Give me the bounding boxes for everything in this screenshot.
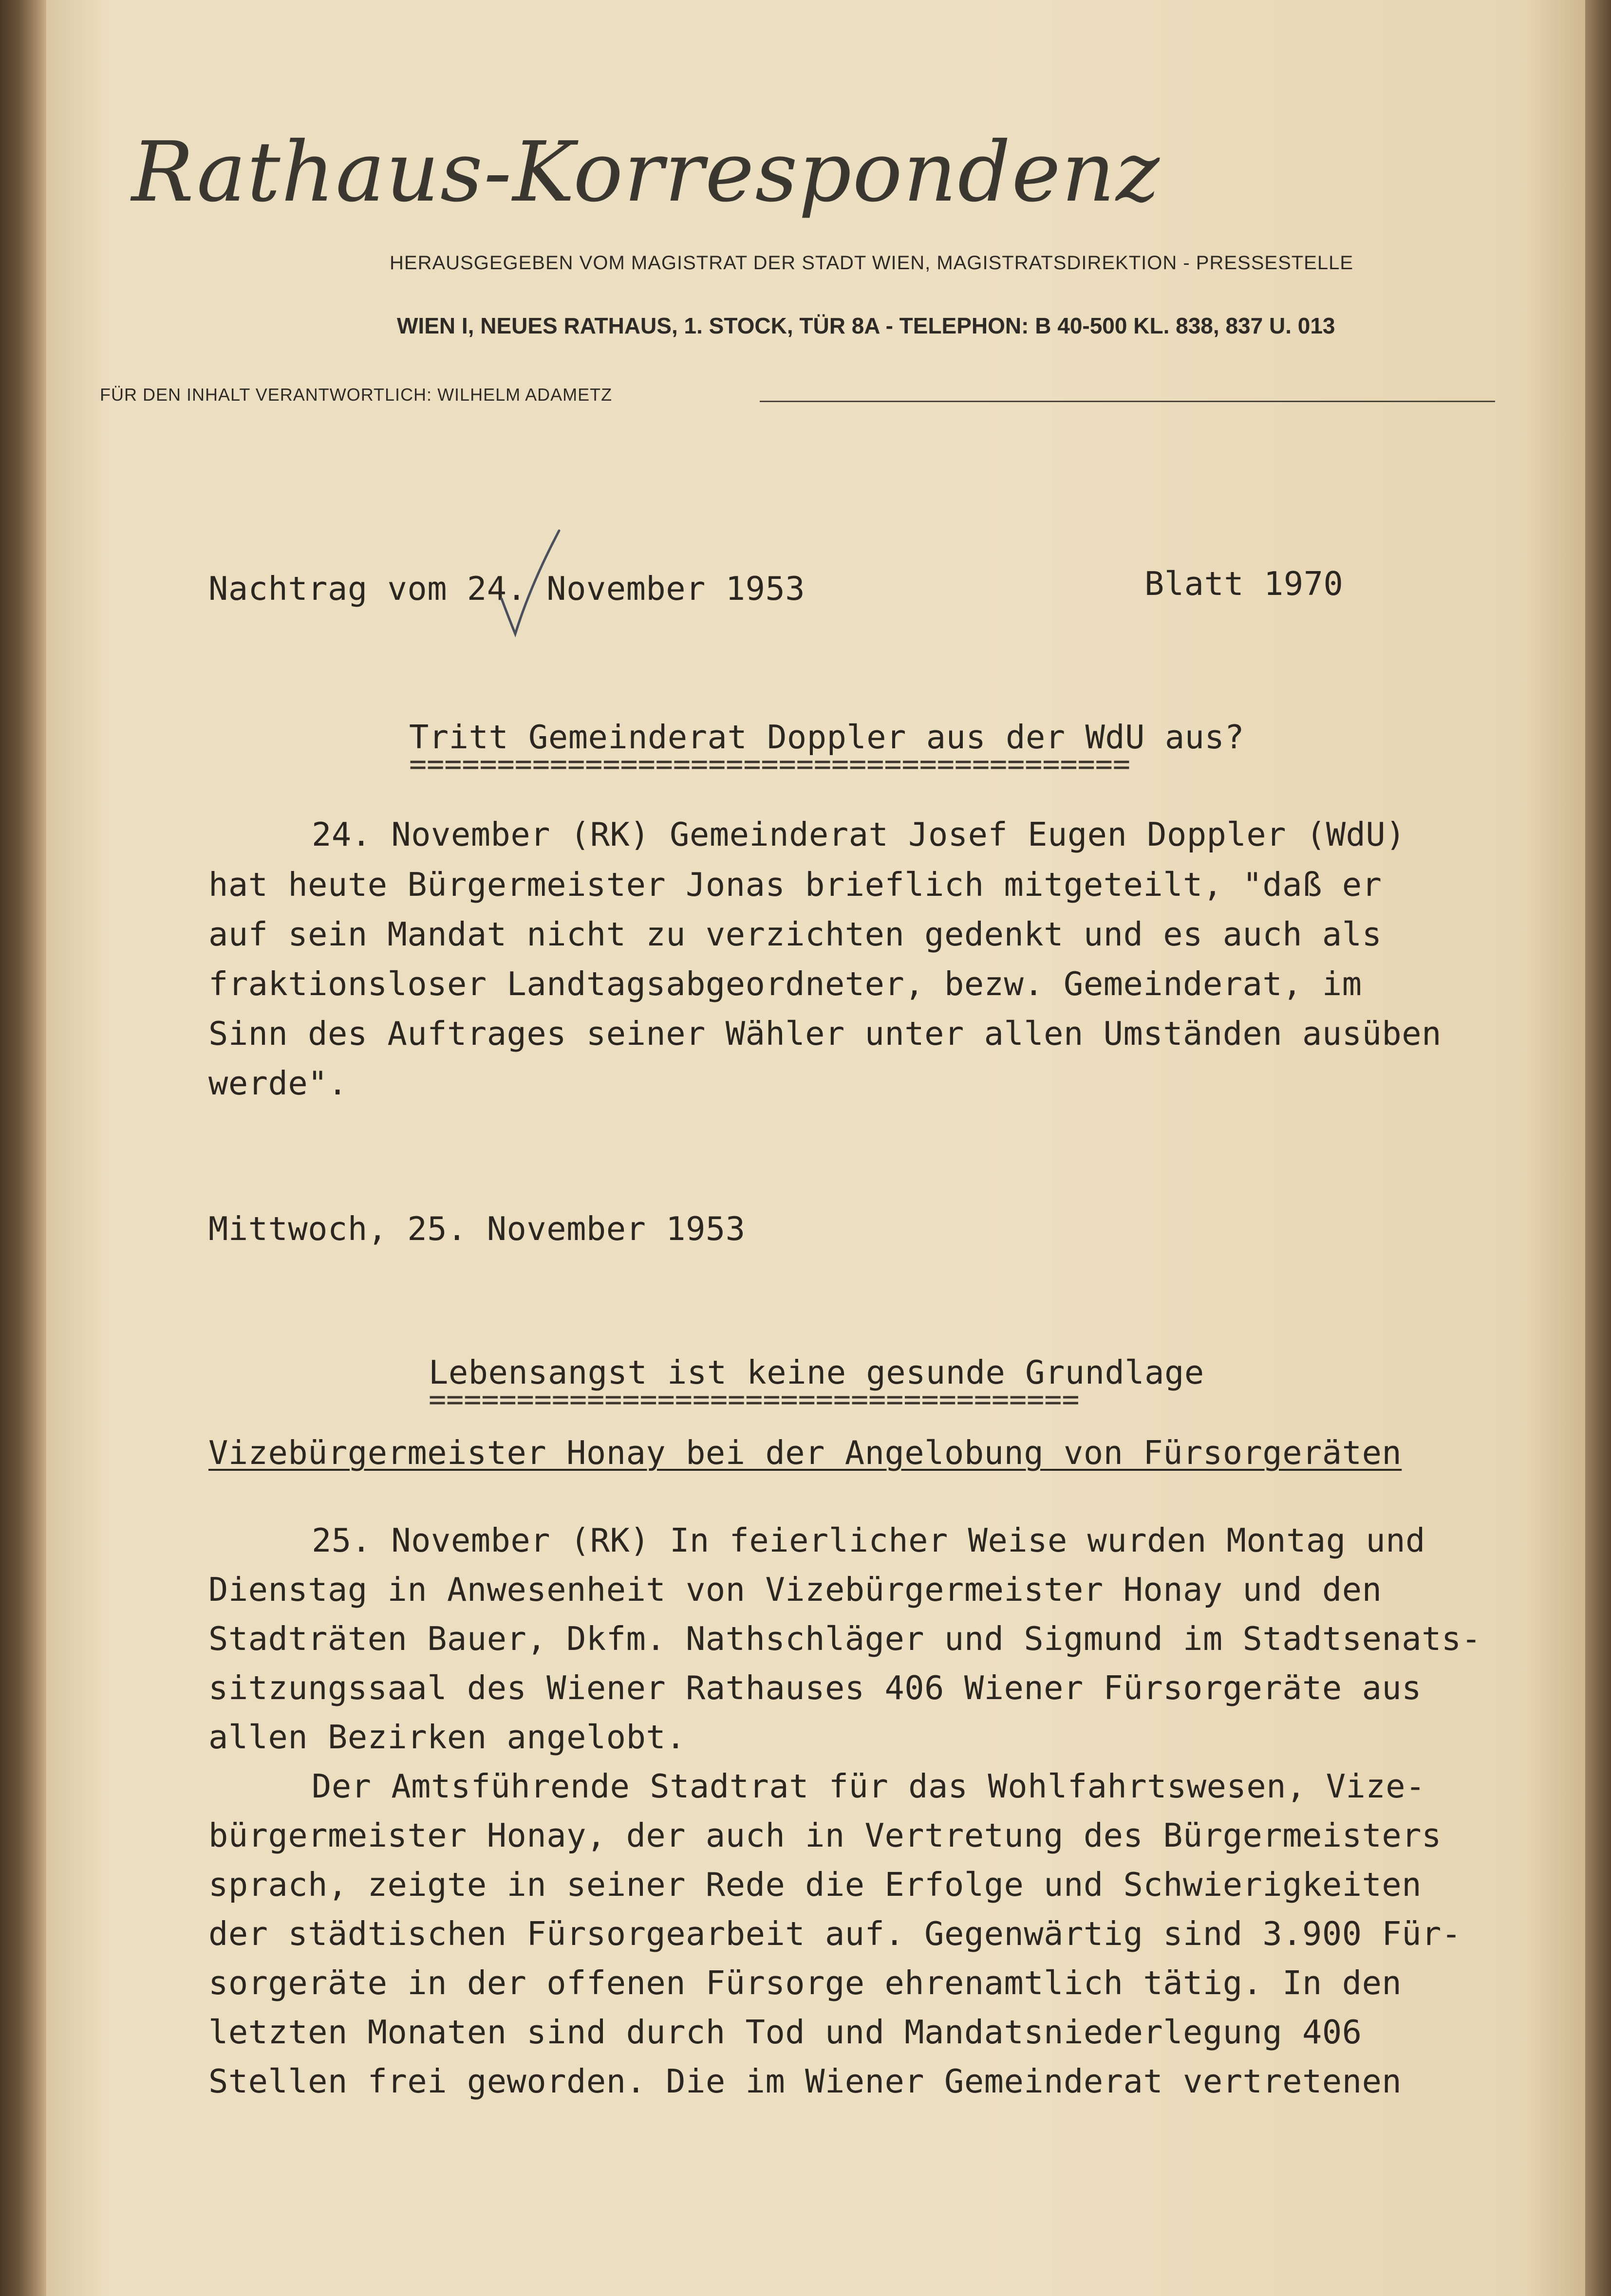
article1-line-1: 24. November (RK) Gemeinderat Josef Eugen Doppler (WdU) bbox=[312, 815, 1406, 853]
article2-line-6: Der Amtsführende Stadtrat für das Wohlfahrtswesen, Vize- bbox=[312, 1767, 1425, 1805]
address-line: WIEN I, NEUES RATHAUS, 1. STOCK, TÜR 8A - TELEPHON: B 40-500 KL. 838, 837 U. 013 bbox=[397, 313, 1335, 338]
sheet-number: Blatt 1970 bbox=[1144, 565, 1344, 603]
article2-line-4: sitzungssaal des Wiener Rathauses 406 Wiener Fürsorgeräte aus bbox=[208, 1669, 1422, 1707]
article2-line-1: 25. November (RK) In feierlicher Weise wurden Montag und bbox=[312, 1521, 1425, 1559]
article1-line-6: werde". bbox=[208, 1064, 348, 1102]
article2-line-8: sprach, zeigte in seiner Rede die Erfolge und Schwierigkeiten bbox=[208, 1866, 1422, 1904]
day-heading: Mittwoch, 25. November 1953 bbox=[208, 1210, 746, 1248]
article2-headline: Lebensangst ist keine gesunde Grundlage bbox=[429, 1353, 1204, 1391]
article1-headline: Tritt Gemeinderat Doppler aus der WdU aus? bbox=[409, 718, 1245, 756]
article1-line-4: fraktionsloser Landtagsabgeordneter, bezw. Gemeinderat, im bbox=[208, 965, 1362, 1003]
responsible-line: FÜR DEN INHALT VERANTWORTLICH: WILHELM ADAMETZ bbox=[100, 385, 613, 405]
article2-line-2: Dienstag in Anwesenheit von Vizebürgermeister Honay und den bbox=[208, 1571, 1382, 1609]
article1-line-2: hat heute Bürgermeister Jonas brieflich mitgeteilt, "daß er bbox=[208, 866, 1382, 904]
handwritten-check-mark bbox=[497, 526, 565, 638]
article2-subheadline: Vizebürgermeister Honay bei der Angelobung von Fürsorgeräten bbox=[208, 1434, 1402, 1472]
article1-line-3: auf sein Mandat nicht zu verzichten gedenkt und es auch als bbox=[208, 915, 1382, 953]
article2-headline-rule: ===================================== bbox=[429, 1383, 1080, 1417]
book-spine bbox=[0, 0, 46, 2296]
supplement-date: Nachtrag vom 24. November 1953 bbox=[208, 570, 806, 608]
article2-line-3: Stadträten Bauer, Dkfm. Nathschläger und Sigmund im Stadtsenats- bbox=[208, 1620, 1481, 1658]
article2-line-11: letzten Monaten sind durch Tod und Mandatsniederlegung 406 bbox=[208, 2013, 1362, 2051]
header-rule bbox=[760, 401, 1495, 402]
article1-line-5: Sinn des Auftrages seiner Wähler unter allen Umständen ausüben bbox=[208, 1015, 1442, 1053]
masthead-title: Rathaus-Korrespondenz bbox=[131, 124, 1161, 221]
page-edge bbox=[1585, 0, 1611, 2296]
article2-line-5: allen Bezirken angelobt. bbox=[208, 1718, 686, 1756]
article2-line-12: Stellen frei geworden. Die im Wiener Gemeinderat vertretenen bbox=[208, 2062, 1402, 2100]
publisher-line: HERAUSGEGEBEN VOM MAGISTRAT DER STADT WIEN, MAGISTRATSDIREKTION - PRESSESTELLE bbox=[390, 252, 1354, 274]
article2-line-9: der städtischen Fürsorgearbeit auf. Gegenwärtig sind 3.900 Für- bbox=[208, 1915, 1461, 1953]
article2-line-10: sorgeräte in der offenen Fürsorge ehrenamtlich tätig. In den bbox=[208, 1964, 1402, 2002]
article2-line-7: bürgermeister Honay, der auch in Vertretung des Bürgermeisters bbox=[208, 1816, 1442, 1854]
article1-headline-rule: ========================================= bbox=[409, 747, 1131, 781]
